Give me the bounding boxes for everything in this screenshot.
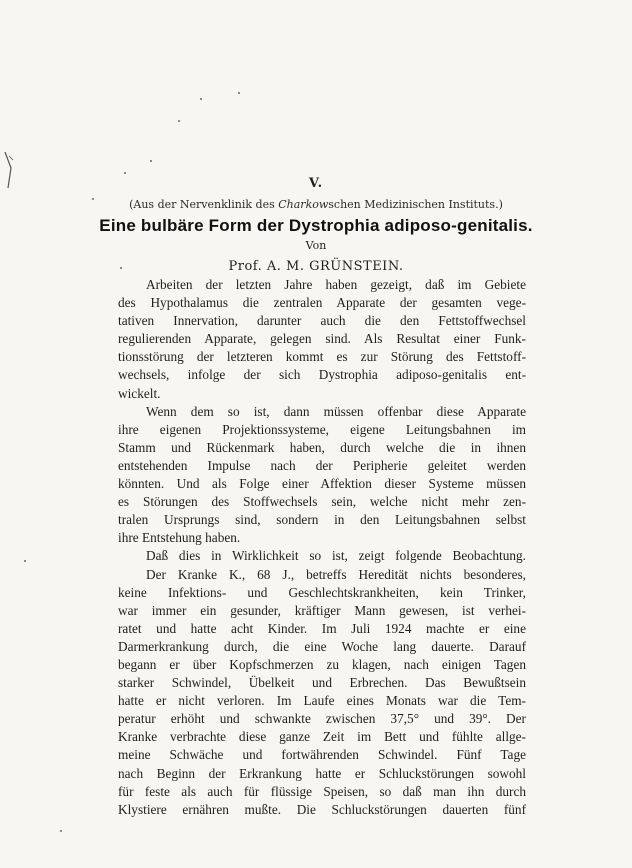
body-line: für feste als auch für flüssige Speisen, so daß man ihn durch	[118, 783, 526, 799]
paper-speck	[124, 172, 126, 174]
body-line: peratur erhöht und schwankte zwischen 37,5° und 39°. Der	[118, 711, 526, 727]
body-line: Der Kranke K., 68 J., betreffs Heredität nichts besonderes,	[146, 566, 526, 582]
institution-suffix: schen Medizinischen Instituts.)	[328, 198, 503, 211]
paper-speck	[200, 98, 202, 100]
body-line: Kranke verbrachte diese ganze Zeit im Bett und fühlte allge-	[118, 729, 526, 745]
body-line: wechsels, infolge der sich Dystrophia adiposo-genitalis ent-	[118, 367, 526, 383]
body-line: tativen Innervation, darunter auch die den Fettstoffwechsel	[118, 313, 526, 329]
paper-speck	[150, 160, 152, 162]
body-line: hatte er nicht verloren. Im Laufe eines Monats war die Tem-	[118, 693, 526, 709]
body-line: meine Schwäche und fortwährenden Schwindel. Fünf Tage	[118, 747, 526, 763]
body-line: könnten. Und als Folge einer Affektion dieser Systeme müssen	[118, 476, 526, 492]
body-line: regulierenden Apparate, gelegen sind. Als Resultat einer Funk-	[118, 331, 526, 347]
body-line: ihre eigenen Projektionssysteme, eigene Leitungsbahnen im	[118, 421, 526, 437]
by-label: Von	[305, 239, 327, 252]
institution-prefix: (Aus der Nervenklinik des	[129, 198, 279, 211]
article-title: Eine bulbäre Form der Dystrophia adiposo-genitalis.	[99, 216, 533, 235]
paper-speck	[92, 198, 94, 200]
body-line: tralen Ursprungs sind, sondern in den Leitungsbahnen selbst	[118, 512, 526, 528]
body-line: ihre Entstehung haben.	[118, 530, 241, 546]
body-line: entstehenden Impulse nach der Peripherie geleitet werden	[118, 457, 526, 473]
institution-name: Charkow	[278, 198, 329, 211]
paper-speck	[178, 120, 180, 122]
body-line: Wenn dem so ist, dann müssen offenbar diese Apparate	[146, 403, 526, 419]
body-line: starker Schwindel, Übelkeit und Erbrechen. Das Bewußtsein	[118, 675, 526, 691]
section-number: V.	[308, 176, 324, 191]
author-name: Prof. A. M. GRÜNSTEIN.	[228, 259, 404, 274]
body-line: ratet und hatte acht Kinder. Im Juli 1924 machte er eine	[118, 620, 526, 636]
paper-speck	[60, 830, 62, 832]
paper-speck	[238, 92, 240, 94]
body-line: wickelt.	[118, 385, 161, 401]
body-line: es Störungen des Stoffwechsels sein, welche nicht mehr zen-	[118, 494, 526, 510]
body-line: tionsstörung der letzteren kommt es zur Störung des Fettstoff-	[118, 349, 526, 365]
paper-speck	[120, 267, 122, 269]
paper-speck	[24, 560, 26, 562]
body-line: nach Beginn der Erkrankung hatte er Schluckstörungen sowohl	[118, 765, 526, 781]
body-line: Daß dies in Wirklichkeit so ist, zeigt folgende Beobachtung.	[146, 548, 526, 564]
body-line: begann er über Kopfschmerzen zu klagen, nach einigen Tagen	[118, 656, 526, 672]
body-line: Stamm und Rückenmark haben, durch welche die in ihnen	[118, 439, 526, 455]
body-line: war immer ein gesunder, kräftiger Mann gewesen, ist verhei-	[118, 602, 526, 618]
body-line: des Hypothalamus die zentralen Apparate der gesamten vege-	[118, 295, 526, 311]
body-line: Darmerkrankung durch, die eine Woche lang dauerte. Darauf	[118, 638, 526, 654]
body-line: Klystiere ernähren mußte. Die Schluckstörungen dauerten fünf	[118, 801, 526, 817]
body-line: Arbeiten der letzten Jahre haben gezeigt, daß im Gebiete	[146, 277, 526, 292]
institution-line	[0, 198, 632, 211]
article-body	[118, 276, 526, 819]
body-line: keine Infektions- und Geschlechtskrankheiten, kein Trinker,	[118, 584, 526, 600]
